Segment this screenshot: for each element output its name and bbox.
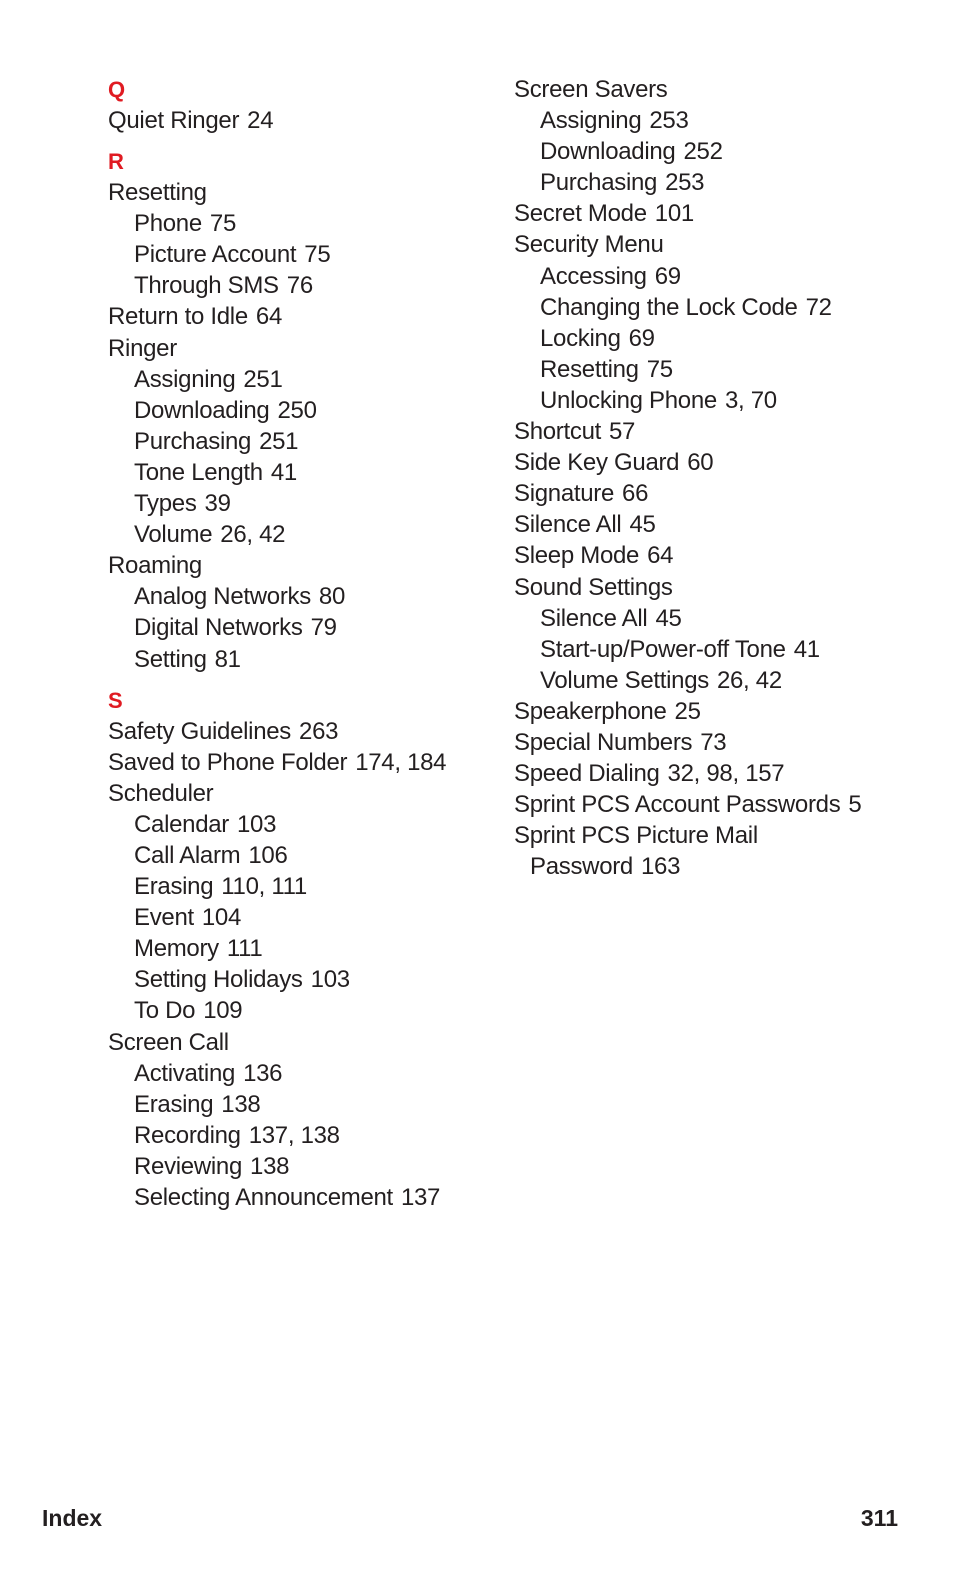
entry-term: Resetting: [108, 179, 207, 207]
index-subentry: [108, 995, 498, 1026]
index-entry: [514, 540, 934, 571]
index-subentry: [108, 902, 498, 933]
index-subentry: [514, 603, 934, 634]
entry-term: Sound Settings: [514, 573, 673, 601]
letter-section: [108, 685, 498, 1214]
entry-term: Changing the Lock Code: [540, 293, 798, 321]
entry-page-numbers: 137: [400, 1184, 441, 1211]
entry-term: Roaming: [108, 552, 202, 580]
index-subentry: [108, 364, 498, 395]
index-subentry: [514, 354, 934, 385]
entry-page-numbers: 253: [665, 169, 705, 197]
index-subentry: [108, 964, 498, 995]
index-subentry: [108, 395, 498, 426]
entry-page-numbers: 79: [310, 614, 337, 642]
entry-page-numbers: 64: [255, 303, 282, 331]
entry-term: Erasing: [134, 1090, 214, 1118]
entry-term: Picture Account: [134, 241, 297, 269]
right-column: [514, 74, 934, 882]
entry-term: Digital Networks: [134, 614, 303, 642]
letter-section: [108, 146, 498, 675]
entry-term: Sleep Mode: [514, 542, 640, 570]
entry-page-numbers: 252: [683, 138, 723, 166]
entry-term: Erasing: [134, 873, 214, 901]
index-subentry: [108, 612, 498, 643]
index-entry: [108, 1027, 498, 1058]
index-entry: [514, 572, 934, 603]
letter-section: [108, 74, 498, 136]
index-subentry: [514, 665, 934, 696]
entry-page-numbers: 101: [654, 200, 694, 228]
entry-term: Downloading: [540, 138, 676, 166]
page-number: 311: [860, 1505, 898, 1531]
entry-term: Sprint PCS Picture Mail: [514, 822, 758, 850]
entry-term: Purchasing: [134, 427, 252, 455]
entry-term: Locking: [540, 324, 621, 352]
entry-term: Recording: [134, 1121, 241, 1149]
index-subentry: [514, 261, 934, 292]
entry-page-numbers: 103: [237, 810, 277, 838]
entry-term: Purchasing: [540, 169, 658, 197]
footer-section-title: Index: [42, 1505, 103, 1531]
entry-page-numbers: 5: [848, 791, 862, 819]
index-subentry: [514, 385, 934, 416]
entry-page-numbers: 80: [318, 583, 346, 611]
entry-term: Start-up/Power-off Tone: [540, 635, 786, 663]
letter-heading: R: [108, 149, 124, 175]
entry-page-numbers: 73: [700, 728, 727, 756]
index-subentry: [514, 167, 934, 198]
index-subentry: [514, 323, 934, 354]
index-entry: [514, 198, 934, 229]
entry-page-numbers: 110, 111: [221, 873, 307, 901]
entry-term: Tone Length: [134, 458, 263, 486]
index-subentry: [108, 809, 498, 840]
index-subentry: [514, 105, 934, 136]
entry-page-numbers: 41: [793, 635, 820, 663]
index-subentry: [108, 933, 498, 964]
index-subentry: [108, 644, 498, 675]
entry-page-numbers: 69: [628, 324, 655, 352]
entry-term: Analog Networks: [134, 583, 311, 611]
entry-page-numbers: 111: [226, 935, 263, 963]
entry-term: Sprint PCS Account Passwords: [514, 791, 841, 819]
entry-page-numbers: 3, 70: [724, 386, 777, 414]
index-subentry: [108, 519, 498, 550]
index-subentry: [514, 851, 934, 882]
index-entry: [514, 820, 934, 851]
entry-page-numbers: 75: [304, 241, 331, 269]
index-entry: [108, 778, 498, 809]
entry-term: Screen Savers: [514, 76, 668, 103]
entry-page-numbers: 76: [286, 272, 313, 300]
entry-term: Volume Settings: [540, 666, 709, 694]
index-entry: [514, 789, 934, 820]
entry-term: Return to Idle: [108, 303, 248, 331]
entry-page-numbers: 41: [270, 458, 297, 486]
index-entry: [108, 105, 498, 136]
entry-page-numbers: 66: [622, 480, 649, 508]
entry-page-numbers: 138: [250, 1152, 290, 1180]
index-entry: [514, 74, 934, 105]
entry-term: Activating: [134, 1059, 236, 1087]
entry-term: Ringer: [108, 334, 177, 362]
index-subentry: [514, 634, 934, 665]
index-subentry: [514, 136, 934, 167]
entry-term: Secret Mode: [514, 200, 647, 228]
entry-term: Assigning: [540, 107, 642, 135]
entry-term: Safety Guidelines: [108, 717, 292, 745]
entry-term: Security Menu: [514, 231, 664, 259]
left-column: [108, 74, 498, 1213]
entry-page-numbers: 69: [654, 262, 681, 290]
entry-term: To Do: [134, 997, 196, 1025]
entry-page-numbers: 104: [201, 904, 242, 932]
entry-page-numbers: 263: [299, 717, 339, 745]
entry-page-numbers: 75: [646, 355, 673, 383]
index-subentry: [108, 426, 498, 457]
entry-term: Volume: [134, 521, 213, 549]
index-entry: [514, 447, 934, 478]
entry-term: Shortcut: [514, 418, 601, 446]
entry-term: Speed Dialing: [514, 760, 660, 788]
entry-page-numbers: 137, 138: [248, 1121, 340, 1149]
entry-term: Quiet Ringer: [108, 107, 240, 134]
entry-page-numbers: 250: [277, 396, 317, 424]
entry-page-numbers: 45: [629, 511, 656, 539]
index-subentry: [108, 871, 498, 902]
index-subentry: [108, 239, 498, 270]
entry-page-numbers: 106: [248, 841, 288, 869]
entry-term: Speakerphone: [514, 697, 667, 725]
index-subentry: [108, 1058, 498, 1089]
index-subentry: [108, 1120, 498, 1151]
index-entry: [514, 727, 934, 758]
entry-term: Selecting Announcement: [134, 1184, 393, 1211]
entry-term: Memory: [134, 935, 219, 963]
index-entry: [514, 758, 934, 789]
entry-term: Screen Call: [108, 1028, 229, 1056]
entry-page-numbers: 64: [647, 542, 674, 570]
entry-page-numbers: 174, 184: [355, 748, 447, 776]
entry-term: Reviewing: [134, 1152, 243, 1180]
index-entry: [108, 747, 498, 778]
index-entry: [514, 416, 934, 447]
index-entry: [514, 696, 934, 727]
index-subentry: [108, 457, 498, 488]
entry-term: Calendar: [134, 810, 229, 838]
entry-page-numbers: 32, 98, 157: [667, 760, 785, 788]
entry-term: Assigning: [134, 365, 236, 393]
index-entry: [108, 301, 498, 332]
entry-term: Unlocking Phone: [540, 386, 717, 414]
entry-term: Event: [134, 904, 194, 932]
entry-page-numbers: 60: [687, 449, 714, 477]
entry-term: Through SMS: [134, 272, 279, 300]
entry-page-numbers: 25: [674, 697, 701, 725]
entry-term: Phone: [134, 210, 202, 238]
index-subentry: [108, 840, 498, 871]
entry-page-numbers: 72: [805, 293, 832, 321]
entry-page-numbers: 26, 42: [220, 521, 286, 549]
index-subentry: [108, 270, 498, 301]
entry-term: Setting: [134, 645, 207, 673]
index-entry: [514, 229, 934, 260]
entry-term: Setting Holidays: [134, 966, 303, 994]
entry-term: Silence All: [514, 511, 622, 539]
entry-page-numbers: 24: [247, 107, 274, 134]
entry-page-numbers: 45: [655, 604, 682, 632]
entry-term: Call Alarm: [134, 841, 241, 869]
index-entry: [514, 478, 934, 509]
entry-page-numbers: 103: [310, 966, 350, 994]
index-entry: [108, 550, 498, 581]
index-subentry: [108, 1182, 498, 1213]
entry-term: Side Key Guard: [514, 449, 680, 477]
letter-heading: S: [108, 687, 123, 713]
entry-page-numbers: 253: [649, 107, 689, 135]
entry-page-numbers: 26, 42: [716, 666, 782, 694]
index-subentry: [108, 1151, 498, 1182]
entry-term: Saved to Phone Folder: [108, 748, 348, 776]
entry-term: Silence All: [540, 604, 648, 632]
index-entry: [108, 177, 498, 208]
index-subentry: [108, 1089, 498, 1120]
entry-term: Password: [530, 853, 633, 881]
entry-term: Resetting: [540, 355, 639, 383]
entry-page-numbers: 109: [203, 997, 243, 1025]
entry-page-numbers: 251: [259, 427, 299, 455]
entry-page-numbers: 39: [204, 490, 231, 518]
entry-term: Downloading: [134, 396, 270, 424]
entry-page-numbers: 81: [214, 645, 241, 673]
entry-page-numbers: 136: [243, 1059, 283, 1087]
entry-term: Signature: [514, 480, 615, 508]
index-subentry: [108, 581, 498, 612]
entry-term: Accessing: [540, 262, 647, 290]
entry-page-numbers: 138: [221, 1090, 261, 1118]
letter-heading: Q: [108, 77, 126, 102]
entry-term: Scheduler: [108, 779, 214, 807]
entry-term: Special Numbers: [514, 728, 693, 756]
index-entry: [108, 716, 498, 747]
entry-page-numbers: 75: [209, 210, 237, 238]
entry-term: Types: [134, 490, 197, 518]
index-subentry: [514, 292, 934, 323]
entry-page-numbers: 163: [640, 853, 681, 881]
entry-page-numbers: 57: [608, 418, 636, 446]
index-entry: [108, 333, 498, 364]
index-entry: [514, 509, 934, 540]
index-subentry: [108, 208, 498, 239]
entry-page-numbers: 251: [243, 365, 283, 393]
index-subentry: [108, 488, 498, 519]
